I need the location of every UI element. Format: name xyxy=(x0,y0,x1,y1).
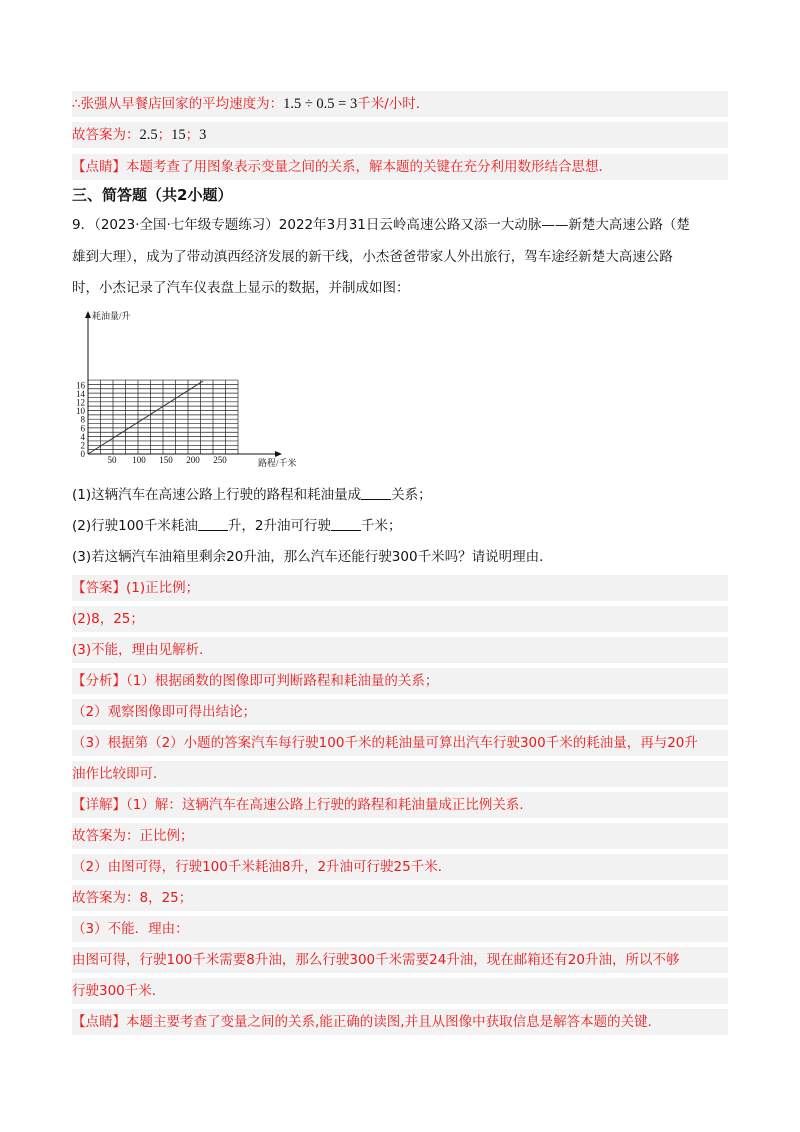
series-line xyxy=(88,381,203,454)
answer-tag: 【答案】 xyxy=(72,580,126,596)
comment-tag: 【点睛】 xyxy=(72,159,126,175)
x-tick-label: 250 xyxy=(213,455,227,465)
detail-line-3a: 由图可得，行驶100千米需要8升油，那么行驶300千米需要24升油，现在邮箱还有20升油，所以不够 xyxy=(72,947,728,973)
analysis-line-3b: 油作比较即可． xyxy=(72,761,728,787)
comment-text: 本题考查了用图象表示变量之间的关系，解本题的关键在充分利用数形结合思想． xyxy=(126,159,612,175)
answers-line xyxy=(72,122,728,148)
sub-question-2 xyxy=(72,513,728,539)
answer-3: 3 xyxy=(199,127,207,143)
x-axis-arrow xyxy=(275,451,282,457)
origin-label: 0 xyxy=(80,449,85,459)
y-tick-label: 12 xyxy=(76,397,85,408)
question-stem-line-2: 雄到大理），成为了带动滇西经济发展的新干线，小杰爸爸带家人外出旅行，驾车途经新楚大高速公路 xyxy=(72,249,673,265)
comment-line xyxy=(72,154,728,180)
x-tick-label: 100 xyxy=(132,455,146,465)
answer-line-2: (2)8，25； xyxy=(72,606,728,632)
speed-text-prefix: ∴张强从早餐店回家的平均速度为： xyxy=(72,96,284,112)
answer-blank xyxy=(361,485,391,500)
question-stem-line-3: 时，小杰记录了汽车仪表盘上显示的数据，并制成如图： xyxy=(72,280,410,296)
detail-1-text: （1）解：这辆汽车在高速公路上行驶的路程和耗油量成正比例关系． xyxy=(126,797,533,813)
detail-2-answer: 故答案为：8，25； xyxy=(72,885,728,911)
detail-tag: 【详解】 xyxy=(72,797,126,813)
detail-line-1 xyxy=(72,792,728,818)
sub2-text-c: 千米； xyxy=(360,518,402,534)
y-tick-label: 4 xyxy=(80,431,85,442)
y-tick-label: 16 xyxy=(76,380,85,391)
y-tick-label: 6 xyxy=(80,423,85,434)
y-tick-label: 8 xyxy=(80,414,85,425)
x-axis-label: 路程/千米 xyxy=(258,458,297,468)
y-tick-label: 10 xyxy=(76,406,85,417)
sub1-text: (1)这辆汽车在高速公路上行驶的路程和耗油量成 xyxy=(72,487,362,503)
sub1-suffix: 关系； xyxy=(391,487,432,503)
detail-line-2: （2）由图可得，行驶100千米耗油8升，2升油可行驶25千米． xyxy=(72,854,728,880)
answer-line-1 xyxy=(72,575,728,601)
analysis-line-2: （2）观察图像即可得出结论； xyxy=(72,699,728,725)
answer-line-3: (3)不能，理由见解析． xyxy=(72,637,728,663)
analysis-tag: 【分析】 xyxy=(72,673,126,689)
question-stem-line-1: 9．（2023·全国·七年级专题练习）2022年3月31日云岭高速公路又添一大动脉——新楚大高速公路（楚 xyxy=(72,217,690,233)
section-heading: 三、简答题（共2小题） xyxy=(72,186,233,204)
detail-line-3: （3）不能．理由： xyxy=(72,916,728,942)
answer-2: 15 xyxy=(171,127,186,143)
answer-1: 2.5 xyxy=(139,127,158,143)
final-comment-tag: 【点睛】 xyxy=(72,1014,126,1030)
answer-blank xyxy=(198,516,228,531)
y-axis-arrow xyxy=(85,311,91,318)
detail-1-answer: 故答案为：正比例； xyxy=(72,823,728,849)
analysis-1-text: （1）根据函数的图像即可判断路程和耗油量的关系； xyxy=(126,673,439,689)
answer-blank xyxy=(331,516,361,531)
fuel-distance-chart xyxy=(72,309,312,471)
final-comment-line xyxy=(72,1009,728,1035)
solution-speed-line xyxy=(72,91,728,117)
speed-formula: 1.5 ÷ 0.5 = 3 xyxy=(283,96,358,112)
sub-question-3: (3)若这辆汽车油箱里剩余20升油，那么汽车还能行驶300千米吗？请说明理由． xyxy=(72,549,553,565)
y-tick-label: 2 xyxy=(80,440,85,451)
speed-text-suffix: 千米/小时． xyxy=(357,96,430,112)
x-tick-label: 150 xyxy=(159,455,173,465)
sub-question-1 xyxy=(72,482,728,508)
x-tick-label: 200 xyxy=(186,455,200,465)
sub2-text-b: 升，2升油可行驶 xyxy=(227,518,331,534)
answers-label: 故答案为： xyxy=(72,127,140,143)
detail-line-3b: 行驶300千米． xyxy=(72,978,728,1004)
analysis-line-3a: （3）根据第（2）小题的答案汽车每行驶100千米的耗油量可算出汽车行驶300千米的耗油量，再与20升 xyxy=(72,730,728,756)
answer-sep: ； xyxy=(185,127,200,143)
answer-1-text: (1)正比例； xyxy=(126,580,200,596)
y-tick-label: 14 xyxy=(76,389,85,400)
y-axis-label: 耗油量/升 xyxy=(92,311,131,321)
x-tick-label: 50 xyxy=(107,455,117,465)
final-comment-text: 本题主要考查了变量之间的关系,能正确的读图,并且从图像中获取信息是解答本题的关键． xyxy=(126,1014,662,1030)
sub2-text-a: (2)行驶100千米耗油 xyxy=(72,518,198,534)
analysis-line-1 xyxy=(72,668,728,694)
answer-sep: ； xyxy=(157,127,172,143)
